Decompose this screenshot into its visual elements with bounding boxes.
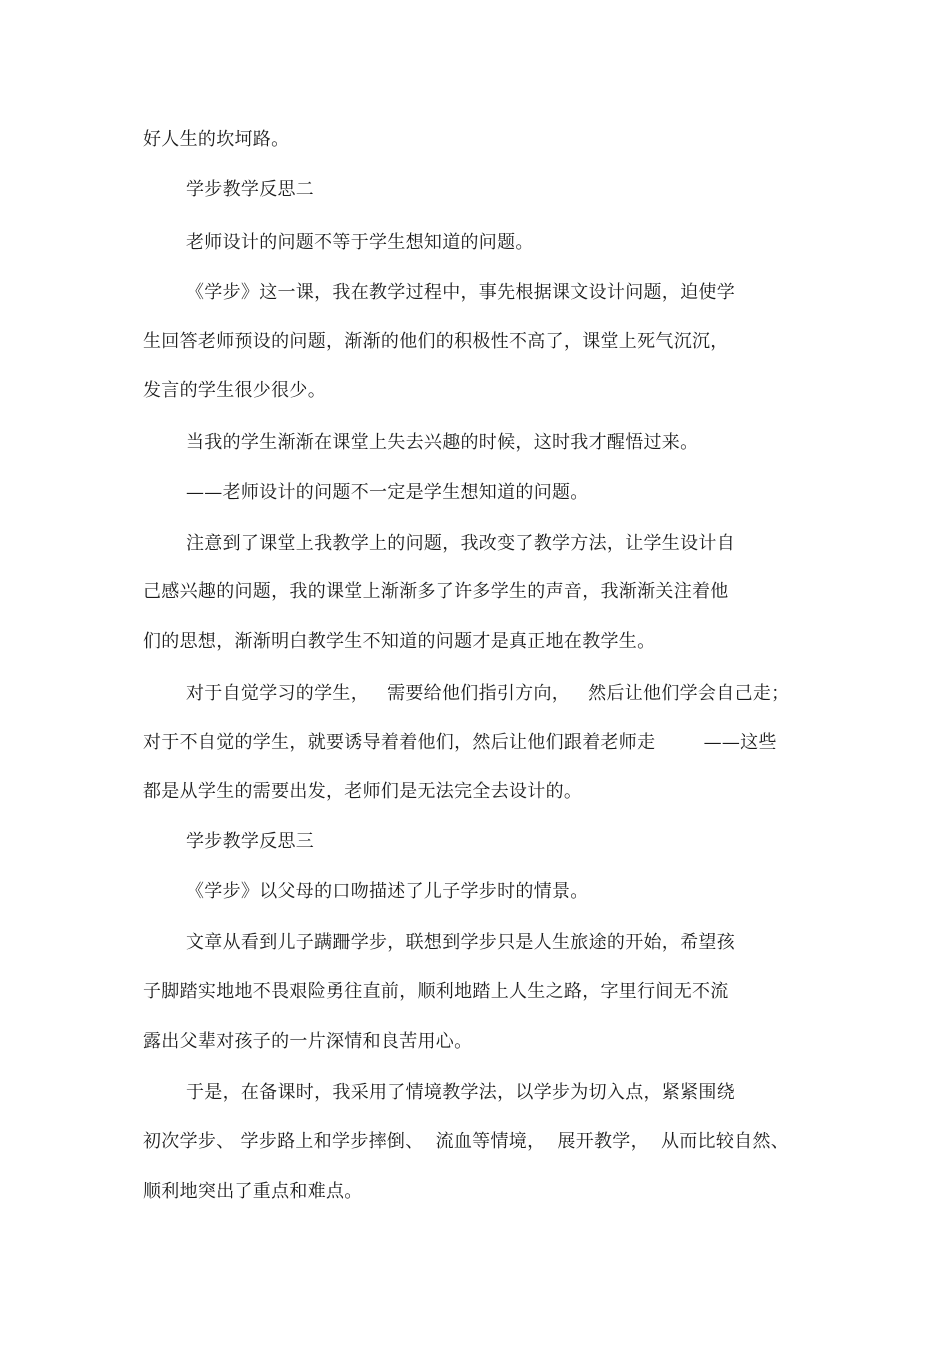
paragraph-line: 好人生的坎坷路。 <box>143 129 290 150</box>
paragraph-line: 发言的学生很少很少。 <box>143 380 326 401</box>
paragraph-line: 顺利地突出了重点和难点。 <box>143 1181 363 1202</box>
paragraph-line: 《学步》以父母的口吻描述了儿子学步时的情景。 <box>186 881 589 902</box>
paragraph-line: 对于自觉学习的学生， 需要给他们指引方向， 然后让他们学会自己走； <box>186 683 790 704</box>
section-heading: 学步教学反思二 <box>186 179 315 200</box>
paragraph-line: 文章从看到儿子蹒跚学步，联想到学步只是人生旅途的开始，希望孩 <box>186 932 735 953</box>
paragraph-line: 露出父辈对孩子的一片深情和良苦用心。 <box>143 1031 473 1052</box>
paragraph-line: 们的思想，渐渐明白教学生不知道的问题才是真正地在教学生。 <box>143 631 656 652</box>
paragraph-line: 都是从学生的需要出发，老师们是无法完全去设计的。 <box>143 781 583 802</box>
paragraph-line: 子脚踏实地地不畏艰险勇往直前，顺利地踏上人生之路，字里行间无不流 <box>143 981 729 1002</box>
paragraph-line: 己感兴趣的问题，我的课堂上渐渐多了许多学生的声音，我渐渐关注着他 <box>143 581 729 602</box>
paragraph-line: 生回答老师预设的问题，渐渐的他们的积极性不高了，课堂上死气沉沉， <box>143 331 729 352</box>
paragraph-line: 当我的学生渐渐在课堂上失去兴趣的时候，这时我才醒悟过来。 <box>186 432 699 453</box>
paragraph-line: 于是，在备课时，我采用了情境教学法，以学步为切入点，紧紧围绕 <box>186 1082 735 1103</box>
paragraph-line: 老师设计的问题不等于学生想知道的问题。 <box>186 232 534 253</box>
paragraph-line: 初次学步、 学步路上和学步摔倒、 流血等情境， 展开教学， 从而比较自然、 <box>143 1131 790 1152</box>
section-heading: 学步教学反思三 <box>186 831 315 852</box>
paragraph-line: 《学步》这一课，我在教学过程中，事先根据课文设计问题，迫使学 <box>186 282 735 303</box>
paragraph-line: ——老师设计的问题不一定是学生想知道的问题。 <box>186 482 589 503</box>
paragraph-line: 注意到了课堂上我教学上的问题，我改变了教学方法，让学生设计自 <box>186 533 735 554</box>
paragraph-line: 对于不自觉的学生，就要诱导着着他们，然后让他们跟着老师走 ——这些 <box>143 732 777 753</box>
